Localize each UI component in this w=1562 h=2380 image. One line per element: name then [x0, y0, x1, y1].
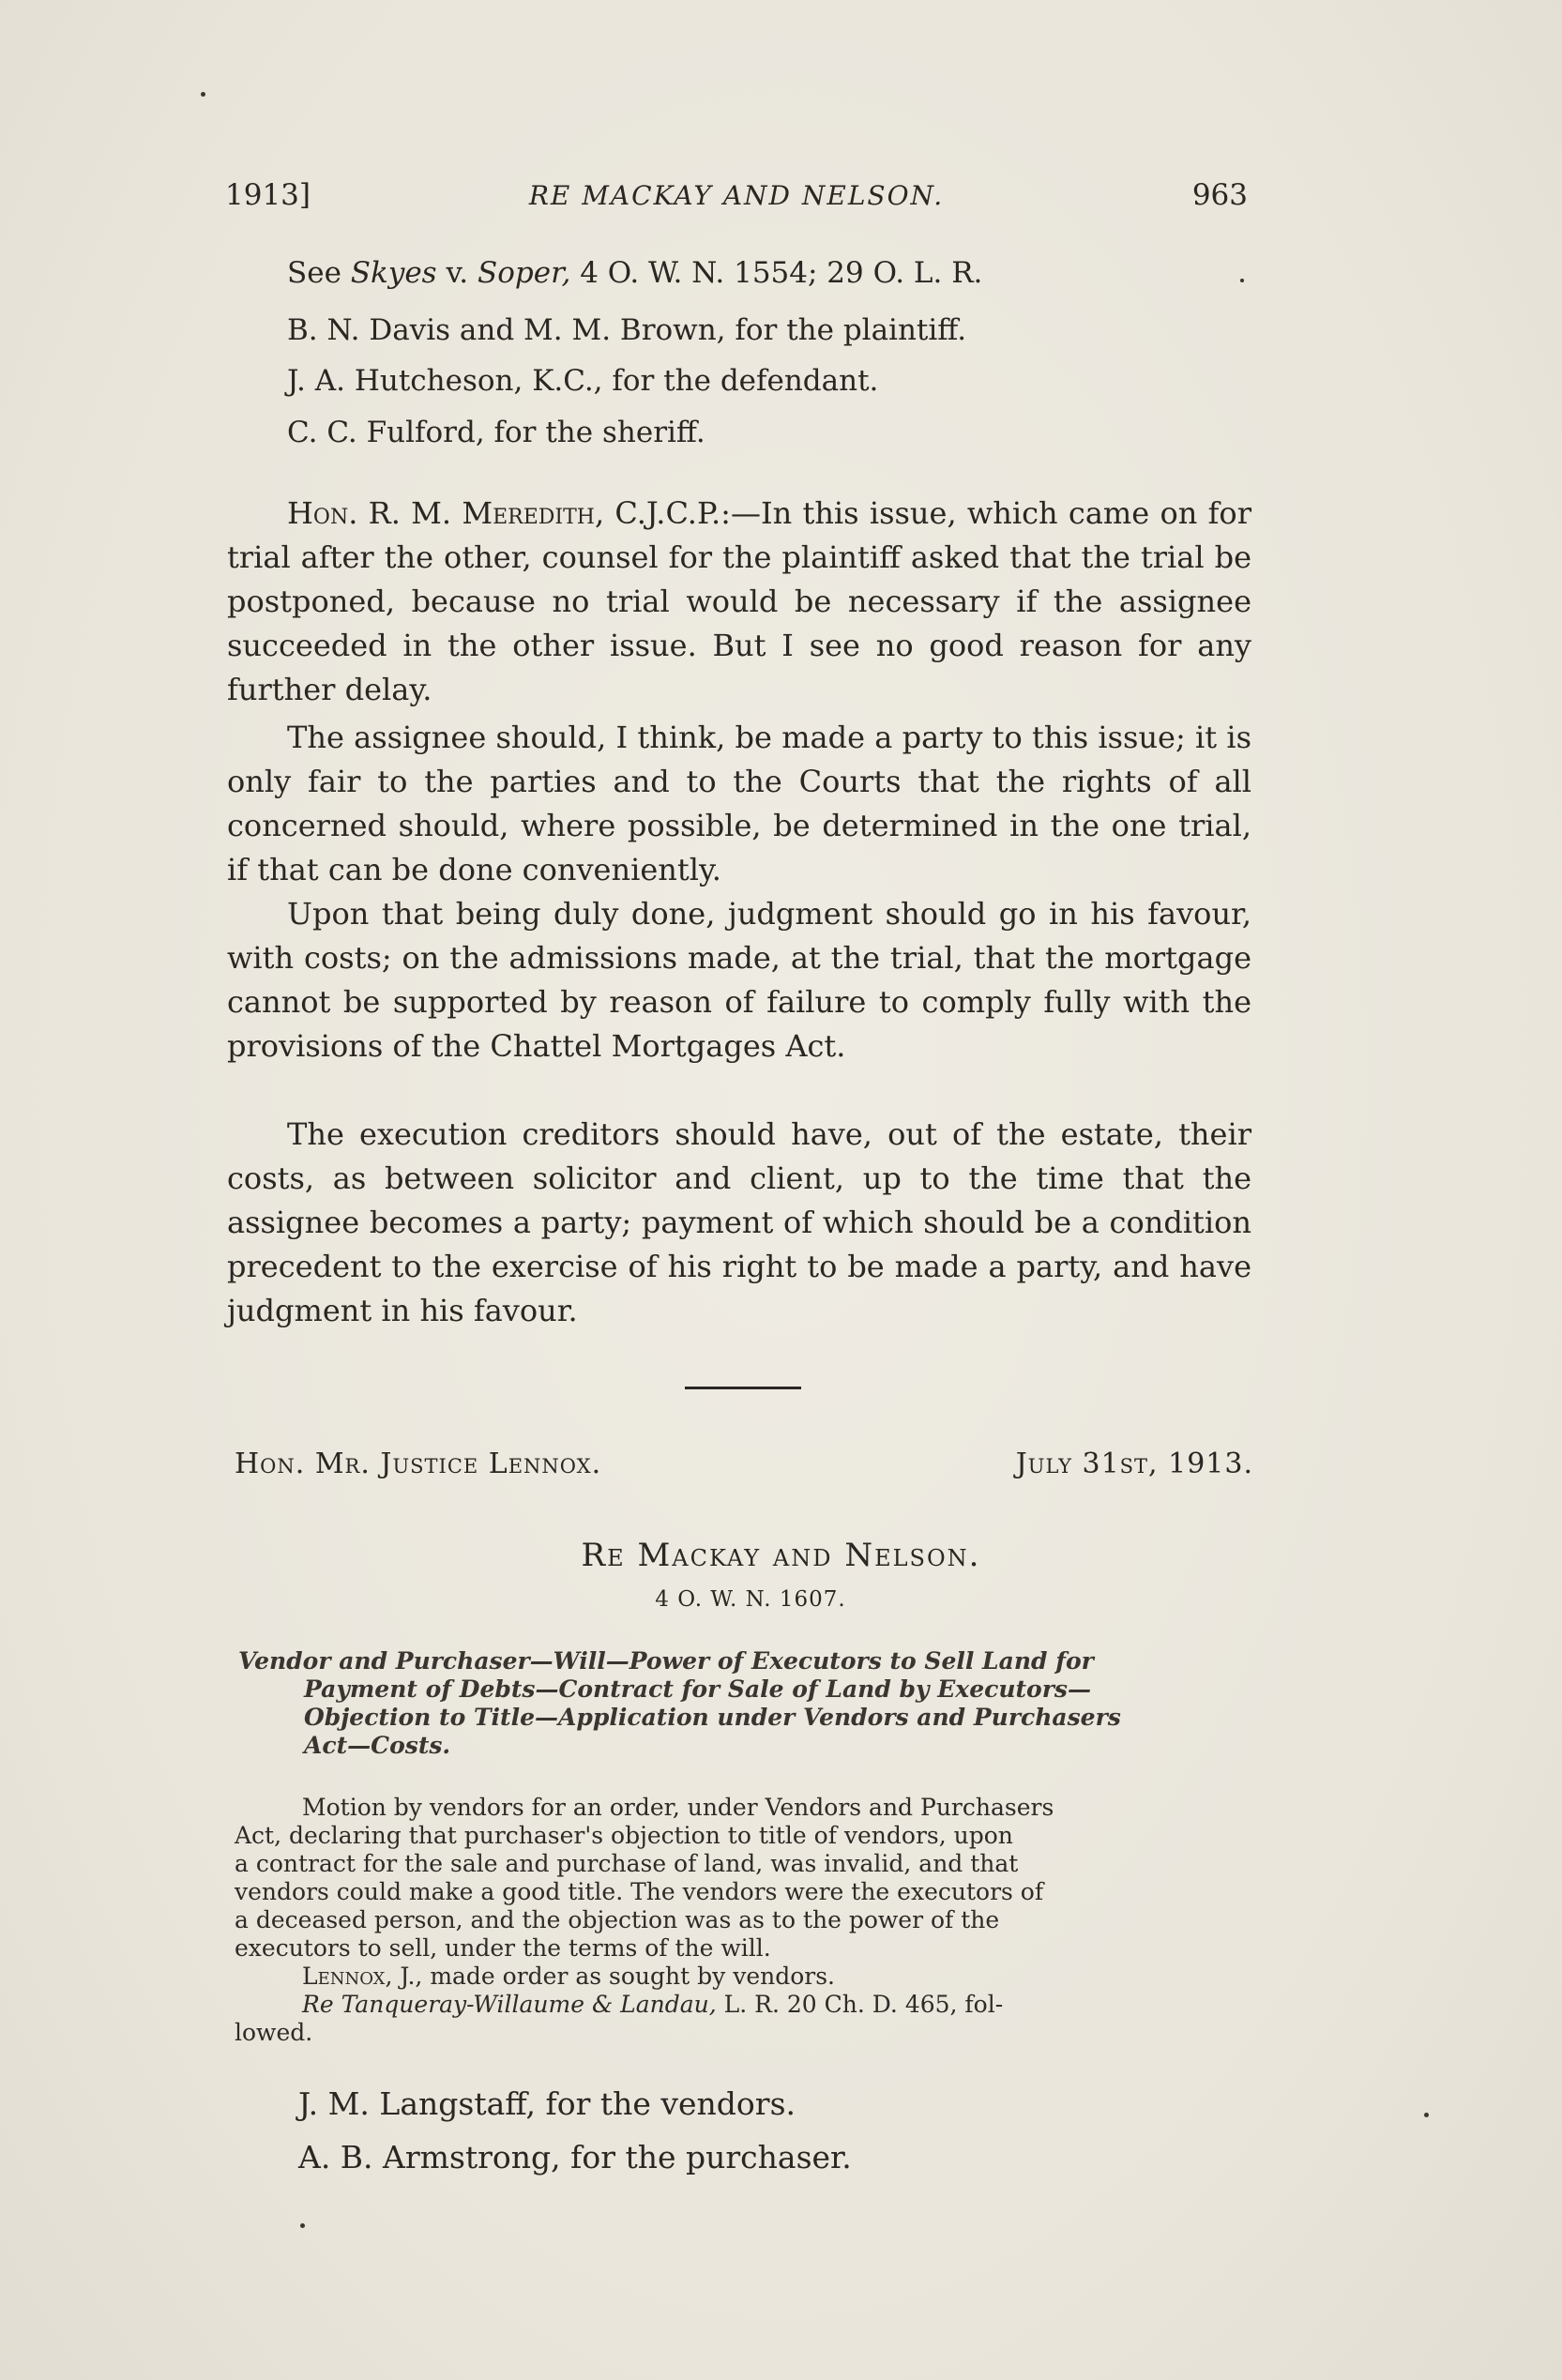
page-number: 963 [1191, 178, 1248, 212]
followed-citation: L. R. 20 Ch. D. 465, fol- [716, 1991, 1004, 2018]
header-title: RE MACKAY AND NELSON. [528, 180, 945, 211]
case-title: Re Mackay and Nelson. [581, 1537, 981, 1574]
next-case-date: July 31st, 1913. [1015, 1448, 1253, 1480]
judgment-paragraph-4: The execution creditors should have, out of the estate, their costs, as between solicitor and client, up to the time that the assignee becomes a party; payment of which should be a condition precedent to the exercise of his right to be made a party, and have judgment in his favour. [227, 1116, 1251, 1328]
judgment-paragraph-2: The assignee should, I think, be made a party to this issue; it is only fair to the parties and to the Courts that the rights of all concerned should, where possible, be determined in the one trial, if that can be done conveniently. [227, 720, 1251, 887]
next-case-judge: Hon. Mr. Justice Lennox. [235, 1448, 602, 1480]
holding-line [235, 1963, 1259, 1991]
counsel-sheriff: C. C. Fulford, for the sheriff. [287, 416, 705, 449]
motion-summary [235, 1794, 1259, 2047]
summary-line: a contract for the sale and purchase of land, was invalid, and that [235, 1850, 1019, 1877]
summary-line: Act, declaring that purchaser's objection to title of vendors, upon [235, 1822, 1013, 1849]
counsel-defendant: J. A. Hutcheson, K.C., for the defendant. [287, 364, 879, 398]
summary-line: a deceased person, and the objection was as to the power of the [235, 1906, 1000, 1933]
running-header [225, 178, 1248, 225]
summary-line: vendors could make a good title. The vendors were the executors of [235, 1878, 1044, 1905]
headnote-line: Objection to Title—Application under Vendors and Purchasers [304, 1704, 1121, 1731]
next-case-heading-row [235, 1448, 1253, 1480]
summary-line: executors to sell, under the terms of the will. [235, 1934, 771, 1962]
judgment-paragraph-1 [227, 492, 1251, 712]
paper-speck [201, 92, 205, 97]
see-also-citation [287, 256, 983, 290]
headnote-line: Vendor and Purchaser—Will—Power of Executors to Sell Land for [238, 1647, 1094, 1675]
counsel-plaintiff: B. N. Davis and M. M. Brown, for the plaintiff. [287, 313, 967, 347]
holding-text: , J., made order as sought by vendors. [385, 1963, 836, 1990]
followed-line [235, 1991, 1259, 2019]
paper-speck [300, 2223, 305, 2228]
followed-case-name: Re Tanqueray-Willaume & Landau, [302, 1991, 717, 2018]
counsel-vendors: J. M. Langstaff, for the vendors. [298, 2085, 796, 2122]
case-citation: 4 O. W. N. 1607. [655, 1587, 846, 1612]
headnote [238, 1647, 1261, 1760]
counsel-purchaser: A. B. Armstrong, for the purchaser. [298, 2139, 852, 2175]
section-divider [685, 1387, 801, 1389]
paper-speck [1240, 279, 1244, 282]
followed-tail: lowed. [235, 2019, 313, 2046]
judge-name: Hon. R. M. Meredith [287, 495, 595, 531]
judgment-paragraph-3: Upon that being duly done, judgment should go in his favour, with costs; on the admissions made, at the trial, that the mortgage cannot be supported by reason of failure to comply fully with the provisions of the Chattel Mortgages Act. [227, 896, 1251, 1064]
headnote-line: Act—Costs. [304, 1732, 451, 1759]
summary-line: Motion by vendors for an order, under Vendors and Purchasers [302, 1794, 1054, 1821]
citation-rest: 4 O. W. N. 1554; 29 O. L. R. [570, 256, 983, 290]
see-prefix: See [287, 256, 351, 290]
header-year: 1913] [225, 178, 311, 212]
paper-speck [1424, 2113, 1429, 2117]
case-name-soper: Soper, [478, 256, 571, 290]
headnote-line: Payment of Debts—Contract for Sale of Land by Executors— [304, 1675, 1091, 1703]
versus: v. [436, 256, 478, 290]
holding-judge: Lennox [302, 1963, 386, 1990]
judgment-text-1: , C.J.C.P.:—In this issue, which came on for trial after the other, counsel for the plaintiff asked that the trial be postponed, because no trial would be necessary if the assignee succeeded in the other issue. But I see no good reason for any further delay. [227, 495, 1251, 707]
case-name-skyes: Skyes [350, 256, 437, 290]
